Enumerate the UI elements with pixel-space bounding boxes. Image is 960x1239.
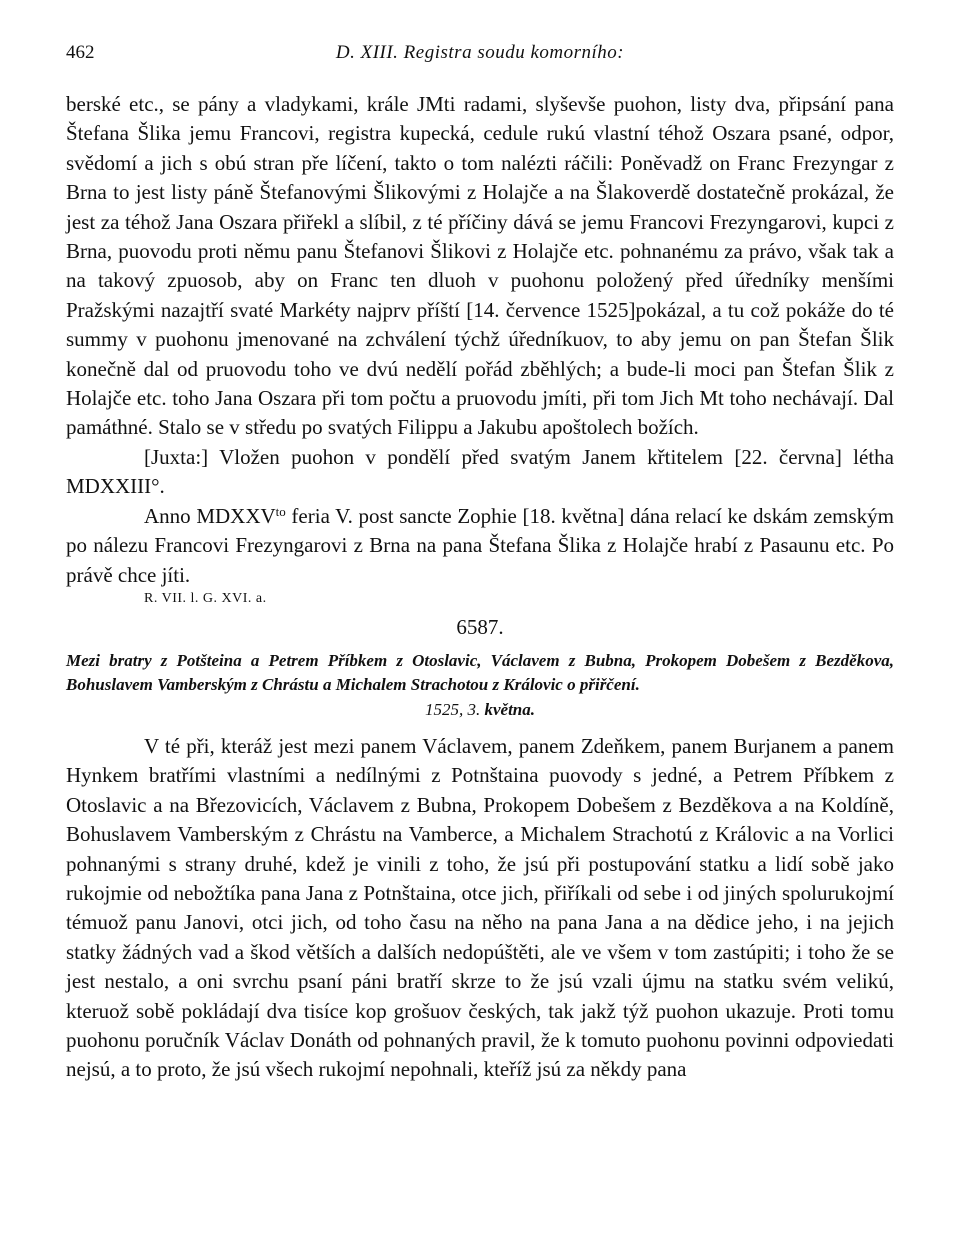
regest-summary: Mezi bratry z Potšteina a Petrem Příbkem z Otoslavic, Václavem z Bubna, Prokopem Dobešem z Bezděkova, Bohuslavem Vamberským z Chrástu a Michalem Strachotou z Královic o přiřčení. bbox=[66, 650, 894, 695]
paragraph-anno bbox=[66, 502, 894, 590]
anno-prefix: Anno MDXXV bbox=[144, 503, 276, 528]
running-head bbox=[66, 38, 894, 68]
regest-date-month: května. bbox=[484, 699, 536, 719]
page-number: 462 bbox=[66, 42, 95, 63]
regest-date bbox=[66, 698, 894, 722]
anno-superscript: to bbox=[275, 503, 286, 519]
running-title: D. XIII. Registra soudu komorního: bbox=[335, 42, 625, 63]
paragraph-case: V té při, kteráž jest mezi panem Václavem, panem Zdeňkem, panem Burjanem a panem Hynkem bratřími vlastními a nedílnými z Potnštaina puovody s jedné, a Petrem Příbkem z Otoslavic a na Březovicích, Václavem z Bubna, Prokopem Dobešem z Bezděkova a na Koldíně, Bohuslavem Vamberským z Chrástu na Vamberce, a Michalem Strachotú z Královic a na Vorlici pohnanými s strany druhé, kdež je vinili z toho, že jsú při postupování statku a lidí sobě jako rukojmie od nebožtíka pana Jana z Potnštaina, otce jich, přiříkali od sebe i od jiných spolurukojmí témuož panu Janovi, otci jich, od toho času na něho na pana Jana a na dědice jeho, i na jejich statky žádných vad a škod větších a dalších nedopúštěti, ale ve všem v tom zastúpiti; i toho že se jest nestalo, a oni svrchu psaní páni bratří skrze to že jsú vzali újmu na statku svém velikú, kteruož sobě pokládají dva tisíce kop grošuov českých, tak jakž týž puohon ukazuje. Proti tomu puohonu poručník Václav Donáth od pohnaných pravil, že k tomuto puohonu povinni odpoviedati nejsú, a to proto, že jsú všech rukojmí nepohnali, kteříž jsú za někdy pana bbox=[66, 733, 894, 1082]
regest-date-year: 1525, 3. bbox=[424, 699, 481, 719]
archive-reference: R. VII. l. G. XVI. a. bbox=[144, 590, 267, 606]
page bbox=[66, 38, 894, 1085]
anno-rest: feria V. post sancte Zophie [18. května] dána relací ke dskám zemským po nálezu Francovi Frezyngarovi z Brna na pana Štefana Šlika z Holajče hrabí z Pasaunu etc. Po právě chce jíti. bbox=[66, 503, 894, 587]
paragraph-verdict: berské etc., se pány a vladykami, krále JMti radami, slyševše puohon, listy dva, připsání pana Štefana Šlika jemu Francovi, registra kupecká, cedule rukú vlastní téhož Oszara psané, odpor, svědomí a jich s obú stran pře líčení, takto o tom nalézti ráčili: Poněvadž on Franc Frezyngar z Brna to jest listy páně Štefanovými Šlikovými z Holajče a na Šlakoverdě dostatečně prokázal, že jest za téhož Jana Oszara přiřekl a slíbil, z té příčiny dává se jemu Francovi Frezyngarovi, kupci z Brna, puovodu proti němu panu Štefanovi Šlikovi z Holajče etc. pohnanému za právo, však tak a na takový zpuosob, aby on Franc ten dluoh v puohonu položený před úředníky menšími Pražskými nazajtří svaté Markéty najprv příští [14. července 1525]pokázal, a tu což pokáže do té summy v puohonu jmenované na zchválení týchž úředníkuov, to aby jemu on pan Štefan Šlik konečně dal od pruovodu toho ve dvú nedělí pořád zběhlých; a bude-li moci pan Štefan Šlik z Holajče etc. toho Jana Oszara při tom počtu a pruovodu jmíti, při tom Jich Mt toho nechávají. Dal památhné. Stalo se v středu po svatých Filippu a Jakubu apoštolech božích. bbox=[66, 92, 894, 440]
paragraph-juxta: [Juxta:] Vložen puohon v pondělí před svatým Janem křtitelem [22. června] létha MDXXIII°. bbox=[66, 444, 894, 499]
document-number: 6587. bbox=[456, 614, 504, 639]
